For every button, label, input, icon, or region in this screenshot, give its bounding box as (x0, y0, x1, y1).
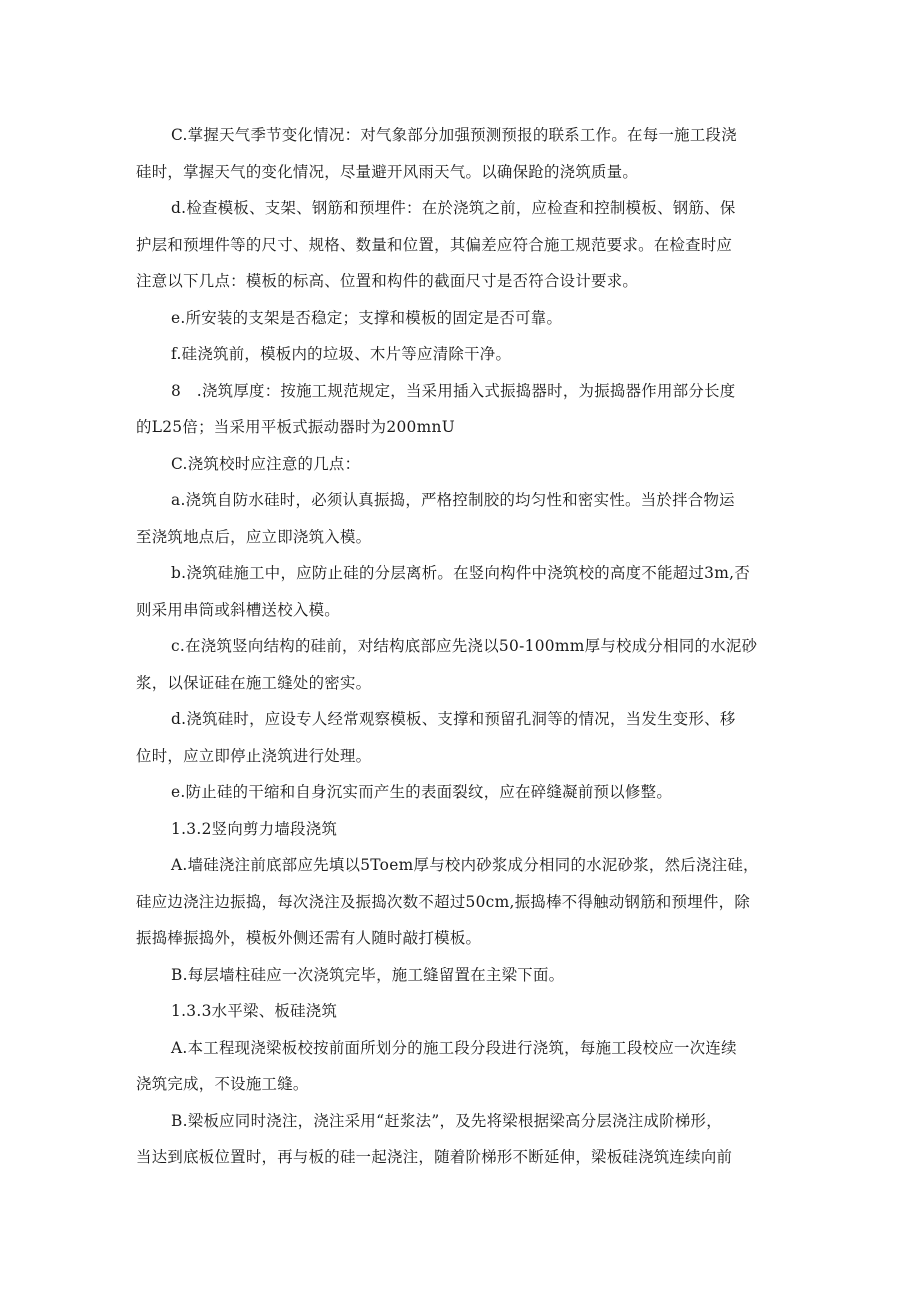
paragraph-line: b.浇筑硅施工中，应防止硅的分层离析。在竖向构件中浇筑校的高度不能超过3m,否 (171, 564, 751, 582)
paragraph-line: d.检查模板、支架、钢筋和预埋件：在於浇筑之前，应检查和控制模板、钢筋、保 (171, 199, 736, 217)
paragraph-line: B.每层墙柱硅应一次浇筑完毕，施工缝留置在主梁下面。 (171, 965, 565, 984)
paragraph (136, 117, 790, 190)
paragraph-line: a.浇筑自防水硅时，必须认真振捣，严格控制胶的均匀性和密实性。当於拌合物运 (171, 491, 735, 509)
paragraph-line: c.在浇筑竖向结构的硅前，对结构底部应先浇以50-100mm厚与校成分相同的水泥砂 (171, 637, 758, 655)
paragraph (136, 336, 790, 373)
paragraph-line: A.墙硅浇注前底部应先填以5Toem厚与校内砂浆成分相同的水泥砂浆，然后浇注硅， (171, 856, 759, 874)
paragraph (136, 701, 790, 774)
paragraph-line: 浇筑完成，不设施工缝。 (136, 1075, 309, 1093)
paragraph (136, 957, 790, 994)
paragraph (136, 482, 790, 555)
paragraph (136, 555, 790, 628)
paragraph-line: 8 .浇筑厚度：按施工规范规定，当采用插入式振捣器时，为振捣器作用部分长度 (171, 381, 736, 400)
paragraph-line: 硅应边浇注边振捣，每次浇注及振捣次数不超过50cm,振捣棒不得触动钢筋和预埋件，除 (136, 892, 751, 911)
paragraph (136, 446, 790, 483)
paragraph-line: 护层和预埋件等的尺寸、规格、数量和位置，其偏差应符合施工规范要求。在检查时应 (136, 235, 733, 254)
paragraph-line: 1.3.2竖向剪力墙段浇筑 (171, 819, 338, 838)
paragraph-line: B.梁板应同时浇注，浇注采用“赶浆法”，及先将梁根据梁高分层浇注成阶梯形， (171, 1111, 722, 1130)
paragraph-line: C.掌握天气季节变化情况：对气象部分加强预测预报的联系工作。在每一施工段浇 (171, 126, 737, 144)
paragraph-line: e.防止硅的干缩和自身沉实而产生的表面裂纹，应在碎缝凝前预以修整。 (171, 783, 673, 801)
paragraph (136, 847, 790, 957)
paragraph-line: 位时，应立即停止浇筑进行处理。 (136, 746, 372, 765)
paragraph (136, 1030, 790, 1103)
paragraph-line: 的L25倍；当采用平板式振动器时为200mnU (136, 418, 456, 436)
paragraph-line: 1.3.3水平梁、板硅浇筑 (171, 1002, 338, 1020)
paragraph-line: 当达到底板位置时，再与板的硅一起浇注，随着阶梯形不断延伸，梁板硅浇筑连续向前 (136, 1148, 733, 1166)
paragraph-line: 浆，以保证硅在施工缝处的密实。 (136, 673, 372, 692)
paragraph-line: C.浇筑校时应注意的几点： (171, 454, 361, 473)
paragraph-line: 硅时，掌握天气的变化情况，尽量避开风雨天气。以确保跄的浇筑质量。 (136, 162, 639, 181)
paragraph (136, 190, 790, 300)
paragraph (136, 1103, 790, 1176)
paragraph (136, 774, 790, 811)
paragraph-line: 至浇筑地点后，应立即浇筑入模。 (136, 527, 372, 546)
paragraph-line: f.硅浇筑前，模板内的垃圾、木片等应清除干净。 (171, 345, 512, 363)
paragraph (136, 811, 790, 848)
paragraph-line: 则采用串筒或斜槽送校入模。 (136, 600, 340, 619)
paragraph-line: e.所安装的支架是否稳定；支撑和模板的固定是否可靠。 (171, 308, 563, 327)
document-body (136, 117, 790, 1176)
paragraph-line: 注意以下几点：模板的标高、位置和构件的截面尺寸是否符合设计要求。 (136, 272, 639, 290)
paragraph (136, 628, 790, 701)
paragraph-line: 振捣棒振捣外，模板外侧还需有人随时敲打模板。 (136, 929, 482, 947)
paragraph-line: d.浇筑硅时，应设专人经常观察模板、支撑和预留孔洞等的情况，当发生变形、移 (171, 710, 736, 728)
paragraph-line: A.本工程现浇梁板校按前面所划分的施工段分段进行浇筑，每施工段校应一次连续 (171, 1038, 737, 1057)
paragraph (136, 993, 790, 1030)
paragraph (136, 373, 790, 446)
paragraph (136, 300, 790, 337)
